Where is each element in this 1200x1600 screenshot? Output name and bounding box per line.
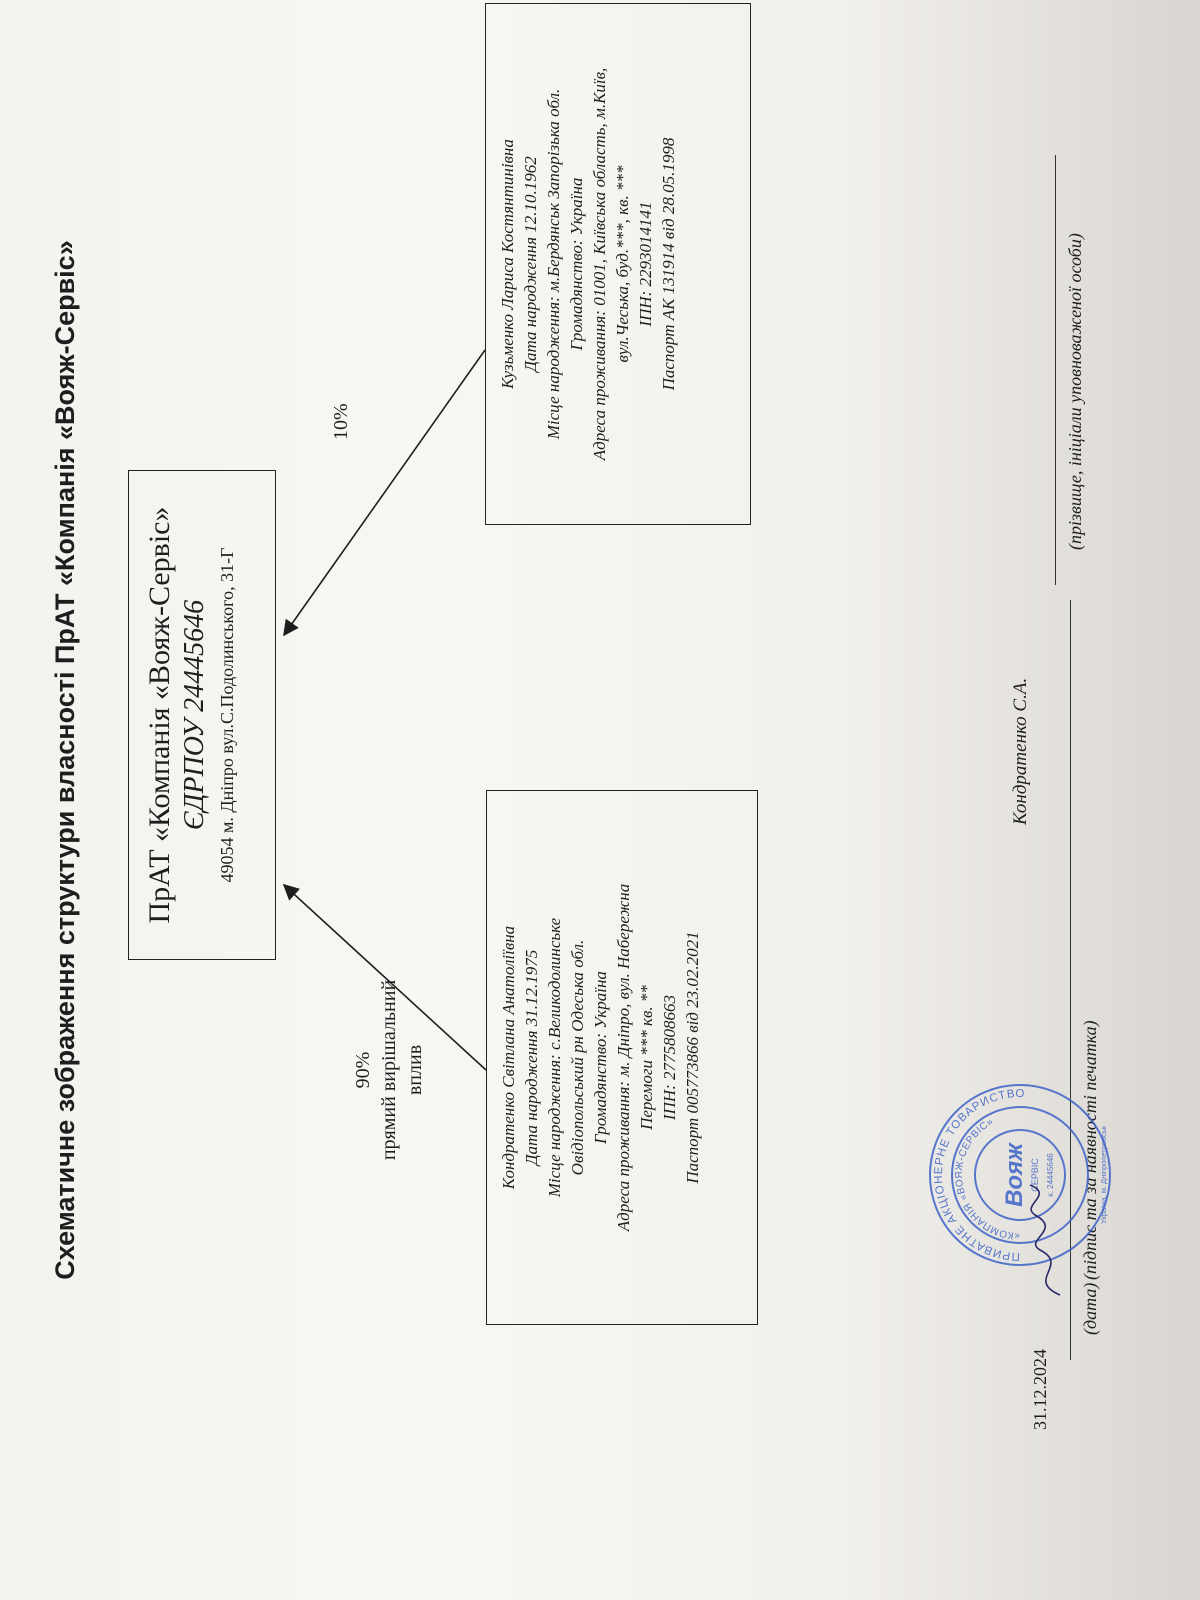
owner-2-passport: Паспорт АК 131914 від 28.05.1998 xyxy=(659,137,678,391)
owner-1-address-cont: Перемоги *** кв. ** xyxy=(637,985,656,1130)
signer-name: Кондратенко С.А. xyxy=(1010,677,1031,825)
handwritten-signature xyxy=(1015,1180,1075,1300)
owner-1-influence-line-2: вплив xyxy=(404,1044,426,1096)
owner-2-birth-date: Дата народження 12.10.1962 xyxy=(521,156,540,372)
owner-2-box xyxy=(485,3,751,525)
owner-1-birth-place: Місце народження: с.Великодолинське xyxy=(545,917,564,1198)
stamp-logo-text: Вояж xyxy=(1001,1143,1028,1207)
company-name: ПрАТ «Компанія «Вояж-Сервіс» xyxy=(143,506,176,924)
owner-2-address: Адреса проживання: 01001, Київська область, м.Київ, xyxy=(590,67,609,461)
owner-2-arrow xyxy=(284,350,485,635)
owner-1-share: 90% xyxy=(352,1051,374,1089)
owner-1-birth-date: Дата народження 31.12.1975 xyxy=(522,949,541,1166)
owner-1-arrow xyxy=(284,885,486,1070)
owner-2-birth-place: Місце народження: м.Бердянськ Запорізька обл. xyxy=(544,88,563,440)
owner-2-tax-id: ІПН: 2293014141 xyxy=(636,201,655,327)
owner-1-address: Адреса проживання: м. Дніпро, вул. Набережна xyxy=(614,883,633,1232)
caption-date: (дата) xyxy=(1080,1282,1100,1335)
caption-person: (прізвище, ініціали уповноваженої особи) xyxy=(1065,233,1085,550)
company-code: ЄДРПОУ 24445646 xyxy=(179,599,210,831)
owner-1-tax-id: ІПН: 2775808663 xyxy=(660,994,679,1121)
stamp-code-text: к. 24445646 xyxy=(1046,1153,1055,1197)
caption-signature: (підпис та за наявності печатка) xyxy=(1080,1020,1100,1280)
stamp-logo-subtext: СЕРВІС xyxy=(1030,1158,1040,1192)
stamp-bottom-text: Україна, м. Дніпропетровськ xyxy=(1099,1126,1108,1224)
owner-2-share: 10% xyxy=(330,403,352,440)
stamp-outer-text: ПРИВАТНЕ АКЦІОНЕРНЕ ТОВАРИСТВО xyxy=(932,1087,1026,1263)
owner-1-name: Кондратенко Світлана Анатоліївна xyxy=(499,925,518,1190)
owner-2-name: Кузьменко Лариса Костянтинівна xyxy=(498,139,517,389)
owner-1-influence-line-1: прямий вирішальний xyxy=(378,979,400,1161)
signature-line-right xyxy=(1055,155,1056,585)
stamp-inner-text: «КОМПАНІЯ «ВОЯЖ-СЕРВІС» xyxy=(953,1116,1021,1242)
signature-date: 31.12.2024 xyxy=(1030,1349,1050,1430)
owner-1-box xyxy=(486,790,758,1325)
owner-1-passport: Паспорт 005773866 від 23.02.2021 xyxy=(683,931,702,1184)
document-title: Схематичне зображення структури власності ПрАТ «Компанія «Вояж-Сервіс» xyxy=(50,240,80,1280)
company-address: 49054 м. Дніпро вул.С.Подолинського, 31-Г xyxy=(217,547,237,883)
owner-2-address-cont: вул.Чеська, буд.***, кв. *** xyxy=(613,165,632,363)
owner-2-citizenship: Громадянство: Україна xyxy=(567,177,586,351)
owner-1-citizenship: Громадянство: Україна xyxy=(591,971,610,1144)
owner-1-birth-place-region: Овідіопольський рн Одеська обл. xyxy=(568,939,587,1176)
